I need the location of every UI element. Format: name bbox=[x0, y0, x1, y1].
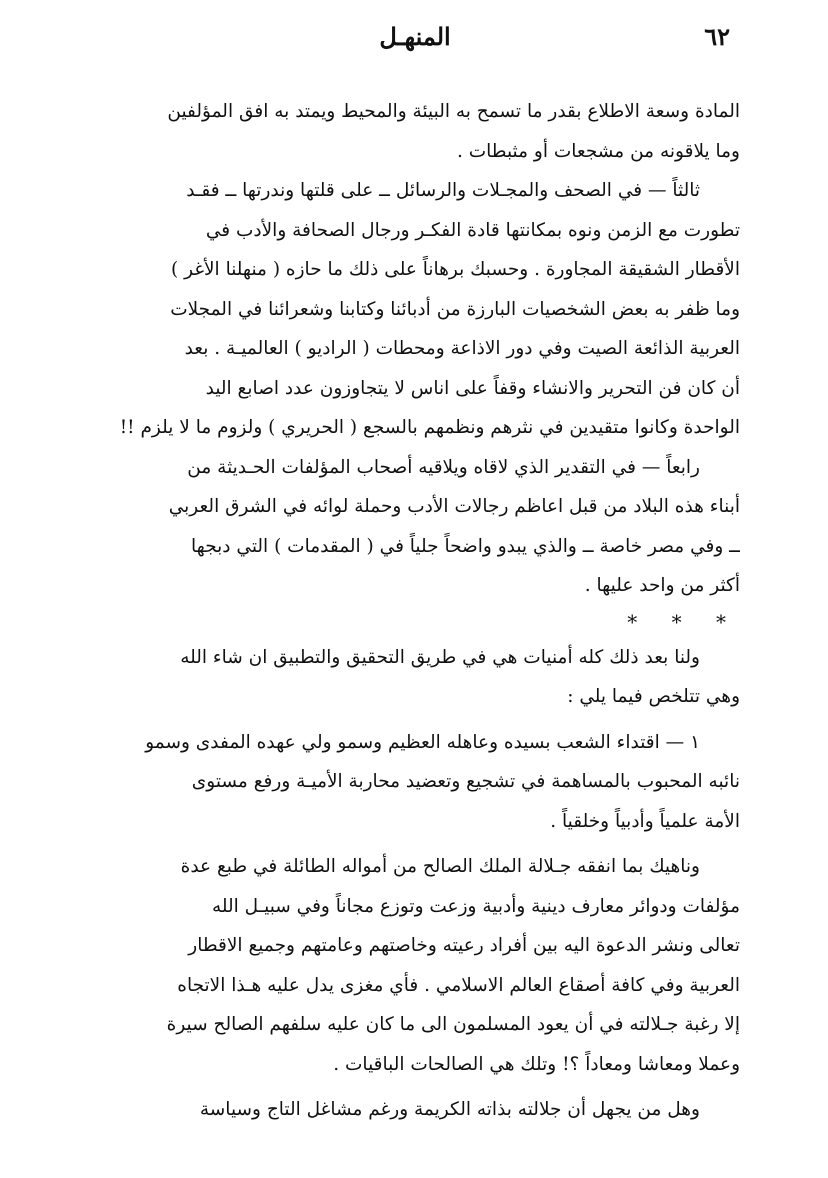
text-line: تعالى ونشر الدعوة اليه بين أفراد رعيته وخاصتهم وعامتهم وجميع الاقطار bbox=[188, 935, 740, 956]
text-line: مؤلفات ودوائر معارف دينية وأدبية وزعت وتوزع مجاناً وفي سبيـل الله bbox=[211, 895, 740, 917]
page-header bbox=[100, 22, 730, 62]
text-line: ١ — اقتداء الشعب بسيده وعاهله العظيم وسمو ولي عهده المفدى وسمو bbox=[145, 731, 700, 753]
text-line: تطورت مع الزمن ونوه بمكانتها قادة الفكـر ورجال الصحافة والأدب في bbox=[205, 219, 740, 241]
text-line: وناهيك بما انفقه جـلالة الملك الصالح من أمواله الطائلة في طبع عدة bbox=[180, 856, 700, 877]
text-line: ــ وفي مصر خاصة ــ والذي يبدو واضحاً جلياً في ( المقدمات ) التي دبجها bbox=[191, 535, 740, 557]
text-line: نائبه المحبوب بالمساهمة في تشجيع وتعضيد محاربة الأميـة ورفع مستوى bbox=[191, 771, 740, 792]
page-number: ٦٢ bbox=[704, 22, 730, 51]
text-line: الأقطار الشقيقة المجاورة . وحسبك برهاناً على ذلك ما حازه ( منهلنا الأغر ) bbox=[171, 259, 740, 280]
text-line: رابعاً — في التقدير الذي لاقاه ويلاقيه أصحاب المؤلفات الحـديثة من bbox=[187, 456, 700, 478]
text-line: أن كان فن التحرير والانشاء وقفاً على اناس لا يتجاوزون عدد اصابع اليد bbox=[205, 377, 740, 399]
text-line: وعملا ومعاشا ومعاداً ؟! وتلك هي الصالحات الباقيات . bbox=[333, 1053, 740, 1075]
text-line: إلا رغبة جـلالته في أن يعود المسلمون الى ما كان عليه سلفهم الصالح سيرة bbox=[166, 1014, 740, 1035]
section-separator: * * * bbox=[627, 609, 740, 634]
text-line: العربية الذائعة الصيت وفي دور الاذاعة ومحطات ( الراديو ) العالميـة . بعد bbox=[184, 338, 740, 359]
text-line: المادة وسعة الاطلاع بقدر ما تسمح به البيئة والمحيط ويمتد به افق المؤلفين bbox=[167, 101, 740, 122]
page-body bbox=[92, 92, 740, 1130]
text-line: الأمة علمياً وأدبياً وخلقياً . bbox=[550, 810, 740, 832]
text-line: وما ظفر به بعض الشخصيات البارزة من أدبائنا وكتابنا وشعرائنا في المجلات bbox=[170, 298, 740, 320]
running-title: المنهـل bbox=[379, 22, 451, 51]
text-line: العربية وفي كافة أصقاع العالم الاسلامي . فأي مغزى يدل عليه هـذا الاتجاه bbox=[177, 974, 740, 996]
text-line: وهل من يجهل أن جلالته بذاته الكريمة ورغم مشاغل التاج وسياسة bbox=[199, 1099, 700, 1120]
text-line: أبناء هذه البلاد من قبل اعاظم رجالات الأدب وحملة لوائه في الشرق العربي bbox=[168, 496, 740, 517]
text-line: وما يلاقونه من مشجعات أو مثبطات . bbox=[456, 140, 740, 162]
text-line: الواحدة وكانوا متقيدين في نثرهم ونظمهم بالسجع ( الحريري ) ولزوم ما لا يلزم !! bbox=[119, 417, 740, 438]
text-line: ولنا بعد ذلك كله أمنيات هي في طريق التحقيق والتطبيق ان شاء الله bbox=[180, 646, 700, 668]
text-line: أكثر من واحد عليها . bbox=[584, 575, 740, 596]
text-line: وهي تتلخص فيما يلي : bbox=[567, 686, 740, 707]
text-line: ثالثاً — في الصحف والمجـلات والرسائل ــ على قلتها وندرتها ــ فقـد bbox=[186, 180, 700, 201]
